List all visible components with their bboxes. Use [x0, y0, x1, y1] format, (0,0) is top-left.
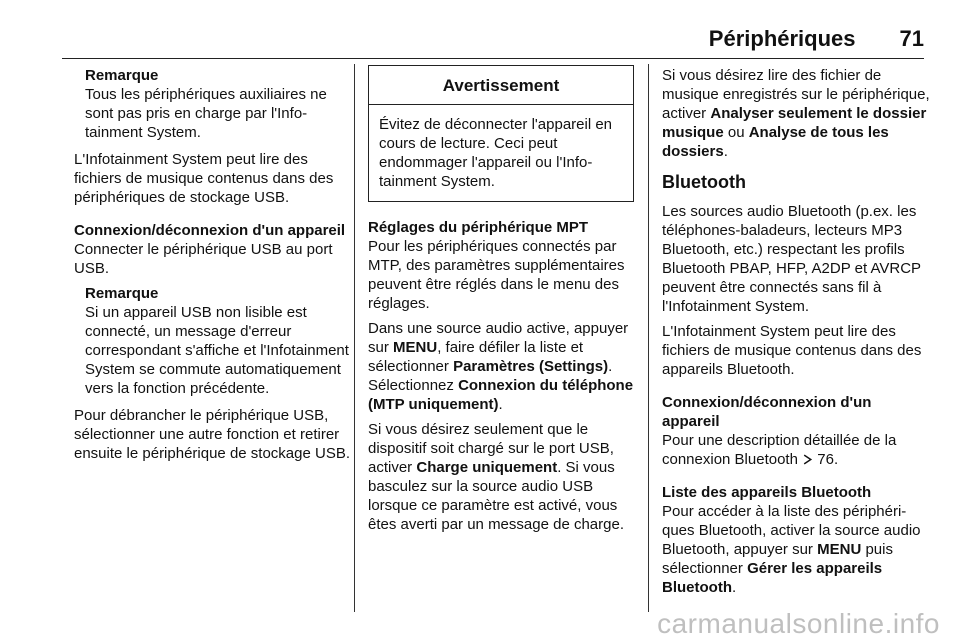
menu-label: MENU — [817, 541, 862, 558]
subheading: Réglages du périphérique MPT — [368, 219, 589, 236]
column-divider-1 — [354, 64, 355, 612]
menu-label: Analyser seulement le dossier musique — [662, 105, 927, 141]
text-run: . Si vous basculez sur la source audio USB lorsque ce paramètre est activé, vous êtes averti par un message de charge. — [368, 459, 624, 533]
text-run: . — [723, 143, 728, 160]
menu-label: MENU — [393, 339, 438, 356]
paragraph: Connecter le périphérique USB au port USB. — [74, 241, 333, 277]
text-run: Pour accéder à la liste des périphériques Bluetooth, activer la source audio Bluetooth, appuyer sur — [662, 503, 921, 558]
paragraph — [368, 319, 634, 414]
arrow-reference-icon — [802, 451, 813, 468]
paragraph: Pour les périphériques connectés par MTP, des paramètres supplémentaires peuvent être réglés dans le menu des réglages. — [368, 238, 625, 312]
note-text: Si un appareil USB non lisible est connecté, un message d'erreur correspondant s'affiche et l'Infotainment System se commute automatiquement vers la fonction précédente. — [85, 304, 349, 397]
text-run: Si vous désirez lire des fichier de musique enregistrés sur le périphérique, activer — [662, 67, 930, 122]
menu-label: Gérer les appareils Bluetooth — [662, 560, 883, 596]
text-run: ou — [723, 124, 749, 141]
note-title: Remarque — [85, 285, 159, 302]
column-2 — [368, 60, 634, 614]
paragraph — [368, 420, 634, 534]
column-divider-2 — [648, 64, 649, 612]
paragraph: L'Infotainment System peut lire des fichiers de musique contenus dans des appareils Bluetooth. — [662, 323, 922, 378]
paragraph: Les sources audio Bluetooth (p.ex. les téléphones-baladeurs, lecteurs MP3 Bluetooth, etc.) respectant les profils Bluetooth PBAP, HFP, A2DP et AVRCP peuvent être connectés sans fil à l'Infotainment System. — [662, 203, 921, 315]
note-title: Remarque — [85, 67, 159, 84]
section-heading: Bluetooth — [662, 172, 746, 192]
text-run: puis sélectionner — [662, 541, 893, 577]
page-number: 71 — [899, 26, 924, 51]
paragraph — [662, 431, 930, 469]
column-3 — [662, 60, 930, 614]
menu-label: Charge uniquement — [416, 459, 558, 476]
text-run: . Sélectionnez — [368, 358, 613, 394]
menu-label: Paramètres (Settings) — [453, 358, 609, 375]
warning-box — [368, 65, 634, 202]
text-run: Si vous désirez seulement que le dispositif soit chargé sur le port USB, activer — [368, 421, 614, 476]
page-header — [709, 26, 924, 52]
menu-label: Analyse de tous les dossiers — [662, 124, 889, 160]
paragraph: L'Infotainment System peut lire des fichiers de musique contenus dans des périphériques de stockage USB. — [74, 151, 334, 206]
text-run: . — [498, 396, 503, 413]
subheading: Connexion/déconnexion d'un appareil — [662, 394, 872, 430]
header-divider — [62, 58, 924, 59]
watermark: carmanualsonline.info — [657, 608, 940, 639]
text-run: . — [731, 579, 737, 596]
note-box — [74, 284, 354, 398]
paragraph — [662, 66, 930, 161]
text-run: Dans une source audio active, appuyer sur — [368, 320, 629, 356]
note-box — [74, 66, 354, 142]
note-text: Tous les périphériques auxiliaires ne sont pas pris en charge par l'Infotainment System. — [85, 86, 327, 141]
text-run: , faire défiler la liste et sélectionner — [368, 339, 584, 375]
menu-label: Connexion du téléphone (MTP uniquement) — [368, 377, 634, 413]
page-title: Périphériques — [708, 26, 856, 51]
page-reference: 76. — [813, 451, 839, 468]
text-run: Pour une description détaillée de la connexion Bluetooth — [662, 432, 897, 468]
paragraph — [662, 502, 930, 597]
paragraph: Pour débrancher le périphérique USB, sélectionner une autre fonction et retirer ensuite le périphérique de stockage USB. — [74, 407, 351, 462]
column-1 — [74, 60, 354, 614]
subheading: Connexion/déconnexion d'un appareil — [74, 222, 346, 239]
warning-title: Avertissement — [369, 66, 633, 105]
warning-text: Évitez de déconnecter l'appareil en cours de lecture. Ceci peut endommager l'appareil ou l'Infotainment System. — [379, 116, 613, 190]
subheading: Liste des appareils Bluetooth — [662, 484, 872, 501]
